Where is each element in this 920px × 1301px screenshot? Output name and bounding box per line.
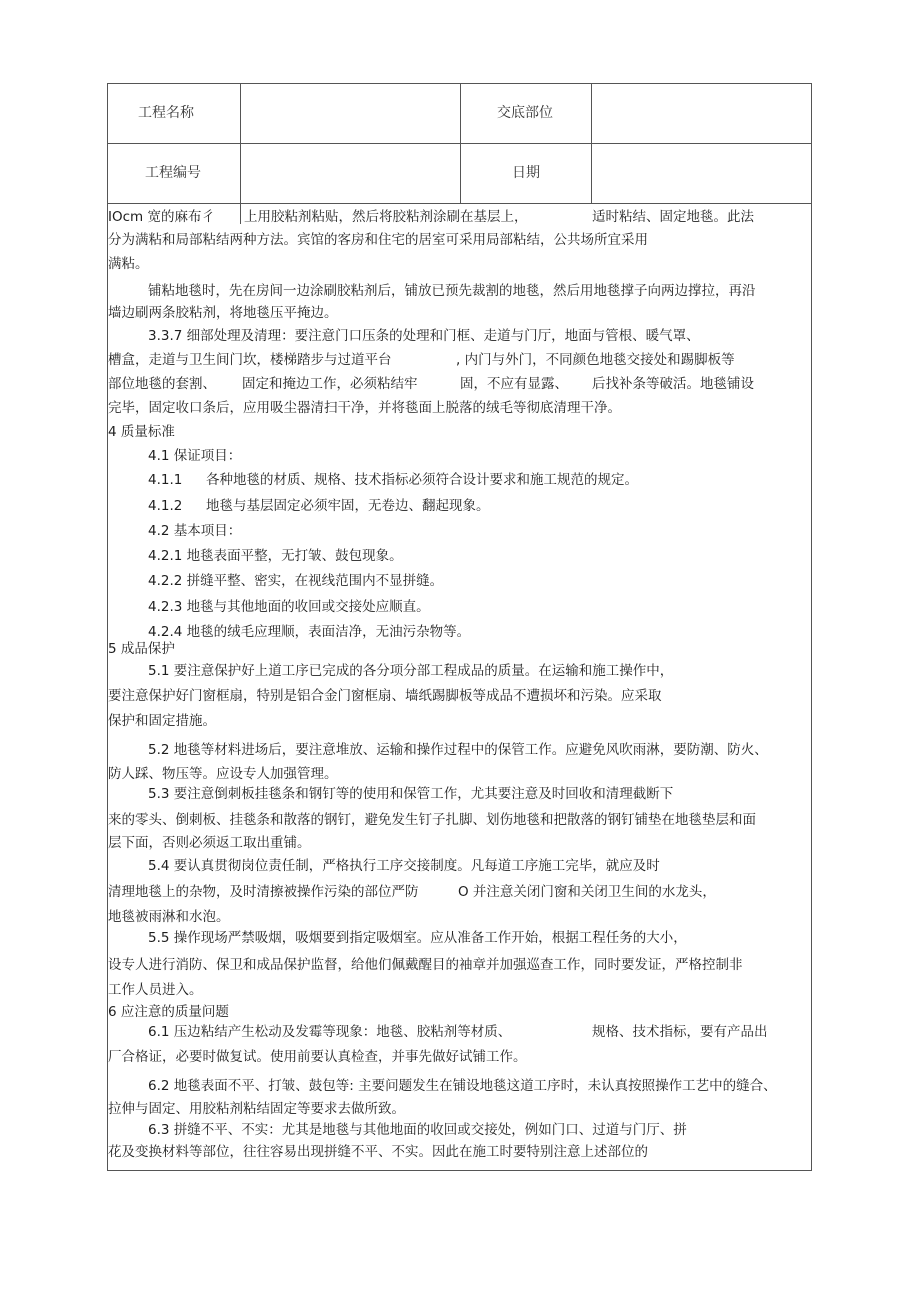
text-line: 4.2.1 地毯表面平整，无打皱、鼓包现象。 <box>148 548 403 564</box>
text-line: 满粘。 <box>108 256 149 272</box>
text-line: 完毕，固定收口条后，应用吸尘器清扫干净，并将毯面上脱落的绒毛等彻底清理干净。 <box>108 400 621 416</box>
text-line: 5.5 操作现场严禁吸烟，吸烟要到指定吸烟室。应从准备工作开始，根据工程任务的大小， <box>148 930 687 946</box>
section-heading: 5 成品保护 <box>108 641 175 657</box>
text-line: 固，不应有显露、 <box>460 376 568 392</box>
text-line: 6.2 地毯表面不平、打皱、鼓包等: 主要问题发生在铺设地毯这道工序时，未认真按照操作工艺中的缝合、 <box>148 1078 777 1094</box>
text-line: 6.3 拼缝不平、不实：尤其是地毯与其他地面的收回或交接处，例如门口、过道与门厅、拼 <box>148 1122 687 1138</box>
text-line: 铺粘地毯时，先在房间一边涂刷胶粘剂后，铺放已预先裁割的地毯，然后用地毯撑子向两边撑拉，再沿 <box>148 283 756 299</box>
text-line: 花及变换材料等部位，往往容易出现拼缝不平、不实。因此在施工时要特别注意上述部位的 <box>108 1144 648 1160</box>
text-line: 4.2.4 地毯的绒毛应理顺，表面洁净，无油污杂物等。 <box>148 624 471 640</box>
text-line: 6.1 压边粘结产生松动及发霉等现象：地毯、胶粘剂等材质、 <box>148 1024 512 1040</box>
text-line: 各种地毯的材质、规格、技术指标必须符合设计要求和施工规范的规定。 <box>206 472 638 488</box>
text-line: 5.4 要认真贯彻岗位责任制，严格执行工序交接制度。凡每道工序施工完毕，就应及时 <box>148 858 660 874</box>
text-line: 4.2.3 地毯与其他地面的收回或交接处应顺直。 <box>148 599 430 615</box>
text-line: 3.3.7 细部处理及清理：要注意门口压条的处理和门框、走道与门厅，地面与管根、暖气罩、 <box>148 328 700 344</box>
date-value[interactable] <box>593 145 810 202</box>
text-line: 4.2.2 拼缝平整、密实，在视线范围内不显拼缝。 <box>148 573 444 589</box>
text-line: 固定和掩边工作，必须粘结牢 <box>242 376 418 392</box>
text-line: 4.1.2 <box>148 498 183 514</box>
text-line: 部位地毯的套割、 <box>108 376 216 392</box>
text-line: 4.2 基本项目： <box>148 523 242 539</box>
text-line: 5.2 地毯等材料进场后，要注意堆放、运输和操作过程中的保管工作。应避免风吹雨淋，要防潮、防火、 <box>148 742 768 758</box>
text-line: 清理地毯上的杂物，及时清擦被操作污染的部位严防 <box>108 884 419 900</box>
text-line: O 并注意关闭门窗和关闭卫生间的水龙头， <box>458 884 716 900</box>
text-line: 地毯与基层固定必须牢固，无卷边、翻起现象。 <box>206 498 490 514</box>
text-line: 4.1.1 <box>148 472 183 488</box>
text-line: 后找补条等破活。地毯铺设 <box>592 376 754 392</box>
handover-part-value[interactable] <box>593 85 810 142</box>
text-line: 规格、技术指标，要有产品出 <box>592 1024 768 1040</box>
text-line: 来的零头、倒刺板、挂毯条和散落的钢钉，避免发生钉子扎脚、划伤地毯和把散落的钢钉铺垫在地毯垫层和面 <box>108 812 756 828</box>
text-line: , 内门与外门，不同颜色地毯交接处和踢脚板等 <box>456 352 735 368</box>
project-no-label: 工程编号 <box>145 165 201 181</box>
text-line: 5.3 要注意倒刺板挂毯条和钢钉等的使用和保管工作，尤其要注意及时回收和清理截断下 <box>148 786 674 802</box>
text-line: 上用胶粘剂粘贴，然后将胶粘剂涂刷在基层上， <box>244 209 528 225</box>
text-line: 槽盒，走道与卫生间门坎，楼梯踏步与过道平台 <box>108 352 392 368</box>
section-heading: 6 应注意的质量问题 <box>108 1004 229 1020</box>
text-line: 5.1 要注意保护好上道工序已完成的各分项分部工程成品的质量。在运输和施工操作中， <box>148 663 674 679</box>
text-line: 工作人员进入。 <box>108 982 203 998</box>
text-line: IOcm 宽的麻布彳 <box>108 209 215 225</box>
handover-part-label: 交底部位 <box>497 105 553 121</box>
header-divider-2 <box>107 203 812 204</box>
text-line: 要注意保护好门窗框扇，特别是铝合金门窗框扇、墙纸踢脚板等成品不遭损坏和污染。应采取 <box>108 688 662 704</box>
text-line: 厂合格证，必要时做复试。使用前要认真检查，并事先做好试铺工作。 <box>108 1049 527 1065</box>
text-line: 适时粘结、固定地毯。此法 <box>592 209 754 225</box>
date-label: 日期 <box>512 165 540 181</box>
header-col-3 <box>591 83 592 203</box>
header-col-1 <box>240 83 241 224</box>
text-line: 拉伸与固定、用胶粘剂粘结固定等要求去做所致。 <box>108 1101 405 1117</box>
project-name-label: 工程名称 <box>138 105 194 121</box>
project-name-value[interactable] <box>242 85 458 142</box>
header-col-2 <box>460 83 461 203</box>
text-line: 层下面，否则必须返工取出重铺。 <box>108 835 311 851</box>
project-no-value[interactable] <box>242 145 458 202</box>
text-line: 分为满粘和局部粘结两种方法。宾馆的客房和住宅的居室可采用局部粘结，公共场所宜采用 <box>108 232 648 248</box>
text-line: 保护和固定措施。 <box>108 713 216 729</box>
text-line: 设专人进行消防、保卫和成品保护监督，给他们佩戴醒目的袖章并加强巡查工作，同时要发证，严格控制非 <box>108 957 743 973</box>
text-line: 墙边刷两条胶粘剂，将地毯压平掩边。 <box>108 305 338 321</box>
text-line: 地毯被雨淋和水泡。 <box>108 909 230 925</box>
text-line: 4.1 保证项目： <box>148 448 242 464</box>
section-heading: 4 质量标准 <box>108 424 175 440</box>
text-line: 防人踩、物压等。应设专人加强管理。 <box>108 766 338 782</box>
